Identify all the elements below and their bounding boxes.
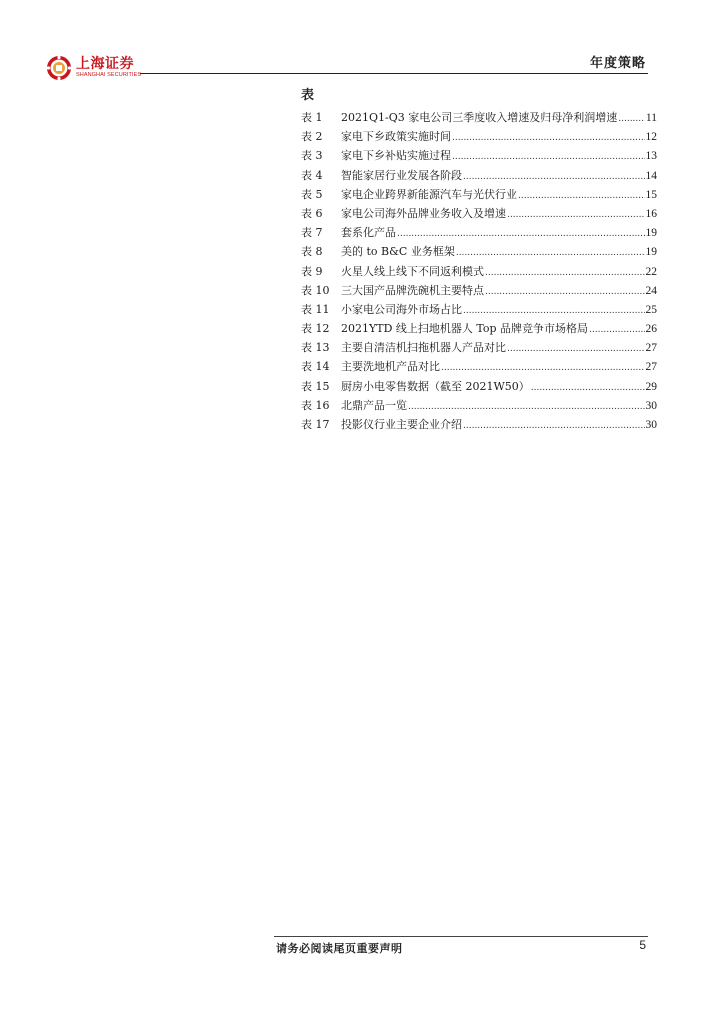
toc-entry-page: 25	[645, 303, 657, 316]
toc-entry-page: 13	[645, 150, 657, 163]
toc-entry-number: 表 9	[301, 264, 323, 278]
toc-leader-dots	[408, 396, 645, 417]
toc-entry-title: 主要自清洁机扫拖机器人产品对比	[341, 341, 506, 355]
toc-entry[interactable]	[301, 146, 657, 165]
toc-leader-dots	[463, 300, 645, 321]
toc-leader-dots	[589, 319, 644, 340]
toc-leader-dots	[441, 357, 645, 378]
toc-entry-number: 表 12	[301, 322, 330, 336]
toc-list	[301, 108, 657, 434]
toc-entry-title: 美的 to B&C 业务框架	[341, 245, 455, 259]
toc-entry-page: 22	[645, 265, 657, 278]
toc-entry-title: 厨房小电零售数据（截至 2021W50）	[341, 379, 530, 393]
toc-entry[interactable]	[301, 166, 657, 185]
toc-entry-page: 16	[645, 207, 657, 220]
toc-entry-title: 家电公司海外品牌业务收入及增速	[341, 206, 506, 220]
toc-leader-dots	[485, 262, 645, 283]
toc-entry-title: 三大国产品牌洗碗机主要特点	[341, 283, 484, 297]
logo-english-name: SHANGHAI SECURITIES	[76, 72, 142, 79]
toc-entry[interactable]	[301, 185, 657, 204]
toc-heading: 表	[301, 88, 315, 103]
toc-entry-page: 30	[645, 419, 657, 431]
toc-entry-number: 表 1	[301, 111, 323, 124]
toc-leader-dots	[507, 204, 645, 225]
toc-leader-dots	[452, 146, 645, 167]
toc-leader-dots	[485, 281, 645, 302]
toc-entry-number: 表 2	[301, 130, 323, 144]
toc-entry[interactable]	[301, 262, 657, 281]
toc-entry-title: 2021Q1-Q3 家电公司三季度收入增速及归母净利润增速	[341, 111, 618, 124]
toc-entry-number: 表 10	[301, 283, 330, 297]
toc-leader-dots	[463, 166, 645, 187]
toc-entry-page: 19	[645, 246, 657, 259]
toc-entry-page: 27	[645, 361, 657, 374]
toc-entry-title: 套系化产品	[341, 226, 396, 240]
toc-entry[interactable]	[301, 319, 657, 338]
toc-entry[interactable]	[301, 396, 657, 415]
toc-entry[interactable]	[301, 223, 657, 242]
toc-leader-dots	[618, 108, 645, 129]
page-header	[0, 0, 724, 80]
toc-entry-number: 表 6	[301, 206, 323, 220]
toc-entry-number: 表 4	[301, 168, 323, 182]
toc-entry[interactable]	[301, 415, 657, 434]
shanghai-securities-logo-icon	[46, 55, 72, 81]
toc-entry-title: 智能家居行业发展各阶段	[341, 168, 462, 182]
toc-entry[interactable]	[301, 108, 657, 127]
toc-entry-page: 24	[645, 284, 657, 297]
toc-entry-title: 家电下乡补贴实施过程	[341, 149, 451, 163]
logo-text	[76, 57, 141, 79]
toc-entry-title: 家电企业跨界新能源汽车与光伏行业	[341, 187, 517, 201]
toc-entry-number: 表 11	[301, 302, 330, 316]
toc-entry[interactable]	[301, 300, 657, 319]
toc-entry-title: 火星人线上线下不同返利模式	[341, 264, 484, 278]
toc-entry-number: 表 15	[301, 379, 330, 393]
report-type-label: 年度策略	[589, 56, 646, 71]
toc-entry[interactable]	[301, 357, 657, 376]
toc-entry-number: 表 17	[301, 418, 330, 431]
toc-entry-number: 表 16	[301, 398, 330, 412]
toc-entry[interactable]	[301, 338, 657, 357]
toc-entry-number: 表 3	[301, 149, 323, 163]
table-of-tables	[301, 86, 657, 434]
logo-chinese-name: 上海证券	[76, 56, 134, 73]
toc-entry-number: 表 7	[301, 226, 323, 240]
toc-entry[interactable]	[301, 281, 657, 300]
toc-entry-title: 2021YTD 线上扫地机器人 Top 品牌竞争市场格局	[341, 322, 589, 336]
toc-leader-dots	[397, 223, 645, 244]
toc-entry-page: 27	[645, 342, 657, 355]
page-number: 5	[639, 938, 646, 952]
toc-entry-title: 家电下乡政策实施时间	[341, 130, 451, 144]
toc-entry-page: 12	[645, 131, 657, 144]
toc-entry-title: 小家电公司海外市场占比	[341, 302, 462, 316]
toc-leader-dots	[518, 185, 645, 206]
company-logo	[46, 54, 141, 82]
toc-entry-title: 北鼎产品一览	[341, 398, 407, 412]
toc-entry[interactable]	[301, 242, 657, 261]
toc-entry-page: 14	[645, 169, 657, 182]
toc-leader-dots	[456, 242, 645, 263]
footer-divider	[274, 936, 648, 937]
toc-entry-title: 投影仪行业主要企业介绍	[341, 418, 462, 431]
toc-entry-page: 15	[645, 188, 657, 201]
toc-entry-number: 表 14	[301, 360, 330, 374]
toc-leader-dots	[531, 377, 645, 398]
toc-entry[interactable]	[301, 377, 657, 396]
toc-leader-dots	[452, 127, 645, 148]
toc-entry[interactable]	[301, 204, 657, 223]
toc-leader-dots	[463, 415, 645, 436]
toc-entry-number: 表 13	[301, 341, 330, 355]
toc-entry-number: 表 8	[301, 245, 323, 259]
toc-entry[interactable]	[301, 127, 657, 146]
disclaimer-note: 请务必阅读尾页重要声明	[276, 942, 403, 955]
toc-entry-page: 29	[645, 380, 657, 393]
toc-entry-number: 表 5	[301, 187, 323, 201]
header-divider	[140, 73, 648, 74]
toc-entry-page: 11	[645, 112, 657, 124]
toc-leader-dots	[507, 338, 645, 359]
toc-entry-title: 主要洗地机产品对比	[341, 360, 440, 374]
toc-entry-page: 30	[645, 399, 657, 412]
toc-entry-page: 26	[645, 323, 657, 336]
toc-entry-page: 19	[645, 227, 657, 240]
